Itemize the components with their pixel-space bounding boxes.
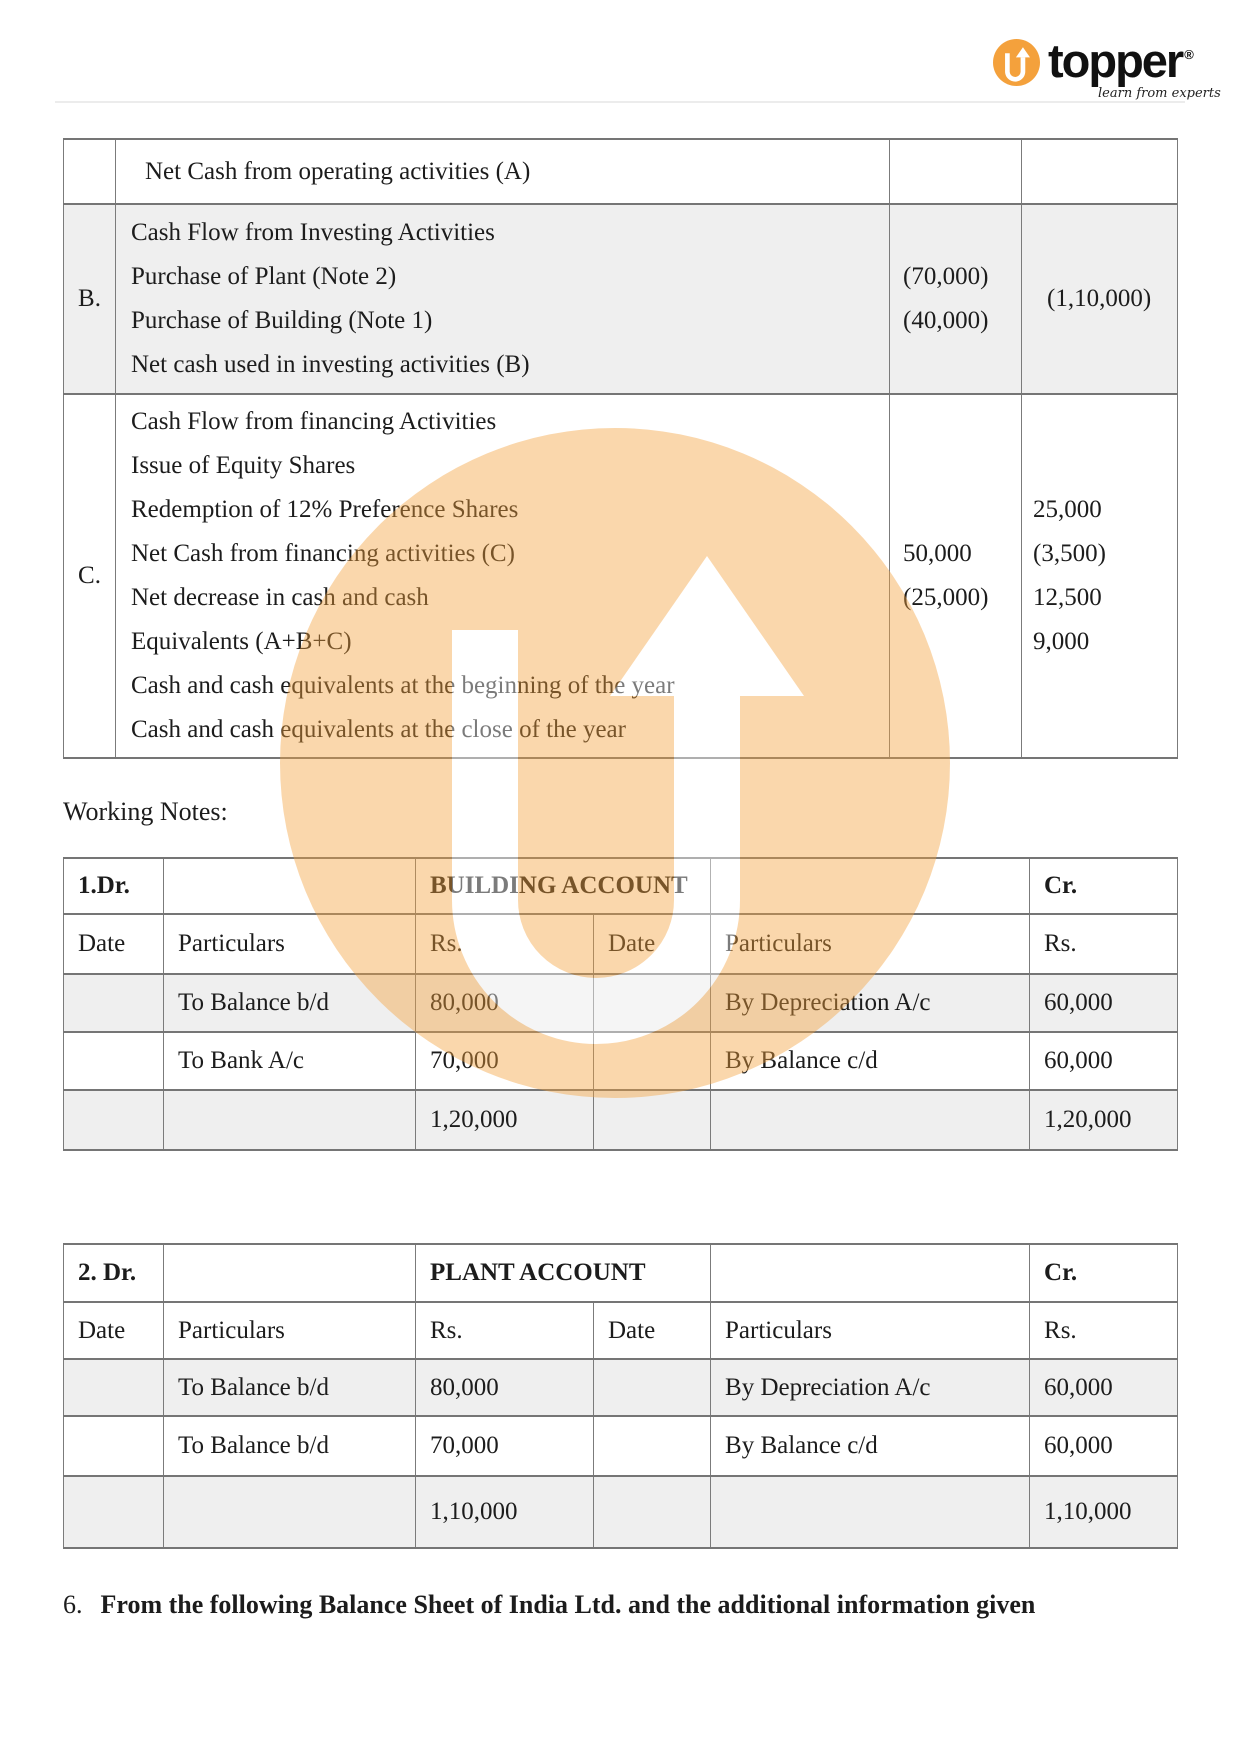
amount-cell [1022, 204, 1178, 394]
cr-label: Cr. [1030, 858, 1178, 914]
serial-cell: B. [64, 204, 116, 394]
date-cell [594, 1090, 711, 1150]
row-b-total: (1,10,000) [1047, 285, 1152, 312]
amount-line [903, 444, 1021, 488]
amount-cell: 1,10,000 [1030, 1476, 1178, 1548]
amount-cell: 1,10,000 [416, 1476, 594, 1548]
desc-line: Net decrease in cash and cash [131, 584, 429, 611]
date-cell [594, 1032, 711, 1090]
totals-row [64, 1090, 1178, 1150]
particulars-cell [711, 1476, 1030, 1548]
totals-row [64, 1476, 1178, 1548]
column-header: Particulars [164, 914, 416, 974]
column-header-row [64, 914, 1178, 974]
amount-line [903, 343, 1021, 387]
particulars-cell: By Depreciation A/c [711, 1359, 1030, 1416]
column-header: Date [64, 914, 164, 974]
desc-line: Cash Flow from Investing Activities [131, 219, 495, 246]
column-header: Date [594, 1302, 711, 1359]
account-title-row [64, 1244, 1178, 1302]
table-row-b [64, 204, 1178, 394]
working-notes-label: Working Notes: [63, 797, 228, 826]
amount-line [903, 488, 1021, 532]
particulars-cell [164, 1090, 416, 1150]
serial-cell: C. [64, 394, 116, 758]
account-title: BUILDING ACCOUNT [416, 858, 711, 914]
table-row [64, 974, 1178, 1032]
desc-line: Purchase of Plant (Note 2) [131, 263, 397, 290]
registered-mark: ® [1184, 47, 1192, 62]
date-cell [64, 1476, 164, 1548]
date-cell [64, 1359, 164, 1416]
date-cell [594, 1359, 711, 1416]
table-row [64, 139, 1178, 204]
amount-line: 50,000 [903, 540, 972, 567]
desc-line: Net Cash from financing activities (C) [131, 540, 515, 567]
particulars-cell [711, 1090, 1030, 1150]
question-text: From the following Balance Sheet of India Ltd. and the additional information given [100, 1590, 1036, 1619]
desc-line: Cash and cash equivalents at the beginning of the year [131, 672, 675, 699]
table-row [64, 1359, 1178, 1416]
particulars-cell: To Balance b/d [164, 1416, 416, 1476]
amount-line [1033, 444, 1177, 488]
amount-cell: 60,000 [1030, 1032, 1178, 1090]
desc-line: Cash Flow from financing Activities [131, 408, 497, 435]
amount-line: 12,500 [1033, 584, 1102, 611]
amount-cell: 60,000 [1030, 1416, 1178, 1476]
cr-label: Cr. [1030, 1244, 1178, 1302]
particulars-cell: To Balance b/d [164, 1359, 416, 1416]
table-row [64, 1032, 1178, 1090]
table-row [64, 1416, 1178, 1476]
question-line [63, 1590, 1035, 1620]
desc-cell [116, 139, 890, 204]
row-a-desc: Net Cash from operating activities (A) [145, 157, 531, 185]
column-header: Date [594, 914, 711, 974]
amount-line: (25,000) [903, 584, 989, 611]
amount-line: (3,500) [1033, 540, 1106, 567]
amount-line [903, 211, 1021, 255]
header-divider [55, 101, 1185, 103]
desc-cell [116, 394, 890, 758]
building-account-table [63, 857, 1178, 1151]
particulars-cell: By Balance c/d [711, 1032, 1030, 1090]
amount-line: 9,000 [1033, 628, 1090, 655]
amount-line [1033, 664, 1177, 708]
desc-line: Purchase of Building (Note 1) [131, 307, 433, 334]
empty-cell [711, 858, 1030, 914]
logo-wordmark: topper ® [1048, 34, 1192, 87]
desc-line: Cash and cash equivalents at the close of the year [131, 716, 626, 743]
column-header: Particulars [164, 1302, 416, 1359]
particulars-cell: By Balance c/d [711, 1416, 1030, 1476]
date-cell [64, 1032, 164, 1090]
account-title: PLANT ACCOUNT [416, 1244, 711, 1302]
question-number: 6. [63, 1590, 83, 1619]
amount-cell: 1,20,000 [1030, 1090, 1178, 1150]
serial-cell [64, 139, 116, 204]
amount-line [903, 664, 1021, 708]
date-cell [64, 974, 164, 1032]
amount-cell [890, 139, 1022, 204]
amount-line: (40,000) [903, 307, 989, 334]
topper-logo [993, 33, 1221, 101]
amount-cell [1022, 139, 1178, 204]
u-arrow-circle-icon [993, 39, 1040, 86]
table-row-c [64, 394, 1178, 758]
particulars-cell: To Bank A/c [164, 1032, 416, 1090]
logo-tagline: learn from experts [1098, 86, 1221, 101]
empty-cell [164, 1244, 416, 1302]
amount-cell [890, 394, 1022, 758]
amount-cell: 70,000 [416, 1416, 594, 1476]
amount-cell: 1,20,000 [416, 1090, 594, 1150]
column-header: Date [64, 1302, 164, 1359]
desc-line: Equivalents (A+B+C) [131, 628, 352, 655]
amount-cell: 80,000 [416, 974, 594, 1032]
particulars-cell [164, 1476, 416, 1548]
empty-cell [711, 1244, 1030, 1302]
date-cell [594, 1476, 711, 1548]
particulars-cell: By Depreciation A/c [711, 974, 1030, 1032]
amount-line [1033, 708, 1177, 752]
amount-cell: 60,000 [1030, 974, 1178, 1032]
column-header: Particulars [711, 1302, 1030, 1359]
amount-cell [1022, 394, 1178, 758]
amount-line: 25,000 [1033, 496, 1102, 523]
desc-cell [116, 204, 890, 394]
amount-cell [890, 204, 1022, 394]
column-header: Rs. [1030, 914, 1178, 974]
amount-cell: 80,000 [416, 1359, 594, 1416]
empty-cell [164, 858, 416, 914]
desc-line: Issue of Equity Shares [131, 452, 356, 479]
amount-cell: 60,000 [1030, 1359, 1178, 1416]
column-header: Rs. [416, 914, 594, 974]
amount-cell: 70,000 [416, 1032, 594, 1090]
amount-line [1033, 400, 1177, 444]
desc-line: Net cash used in investing activities (B) [131, 351, 530, 378]
account-title-row [64, 858, 1178, 914]
amount-line: (70,000) [903, 263, 989, 290]
column-header-row [64, 1302, 1178, 1359]
amount-line [903, 400, 1021, 444]
particulars-cell: To Balance b/d [164, 974, 416, 1032]
plant-account-table [63, 1243, 1178, 1549]
date-cell [64, 1090, 164, 1150]
date-cell [594, 1416, 711, 1476]
column-header: Particulars [711, 914, 1030, 974]
desc-line: Redemption of 12% Preference Shares [131, 496, 519, 523]
cash-flow-table [63, 138, 1178, 759]
date-cell [64, 1416, 164, 1476]
dr-label: 2. Dr. [64, 1244, 164, 1302]
amount-line [903, 620, 1021, 664]
column-header: Rs. [1030, 1302, 1178, 1359]
date-cell [594, 974, 711, 1032]
column-header: Rs. [416, 1302, 594, 1359]
amount-line [903, 708, 1021, 752]
dr-label: 1.Dr. [64, 858, 164, 914]
